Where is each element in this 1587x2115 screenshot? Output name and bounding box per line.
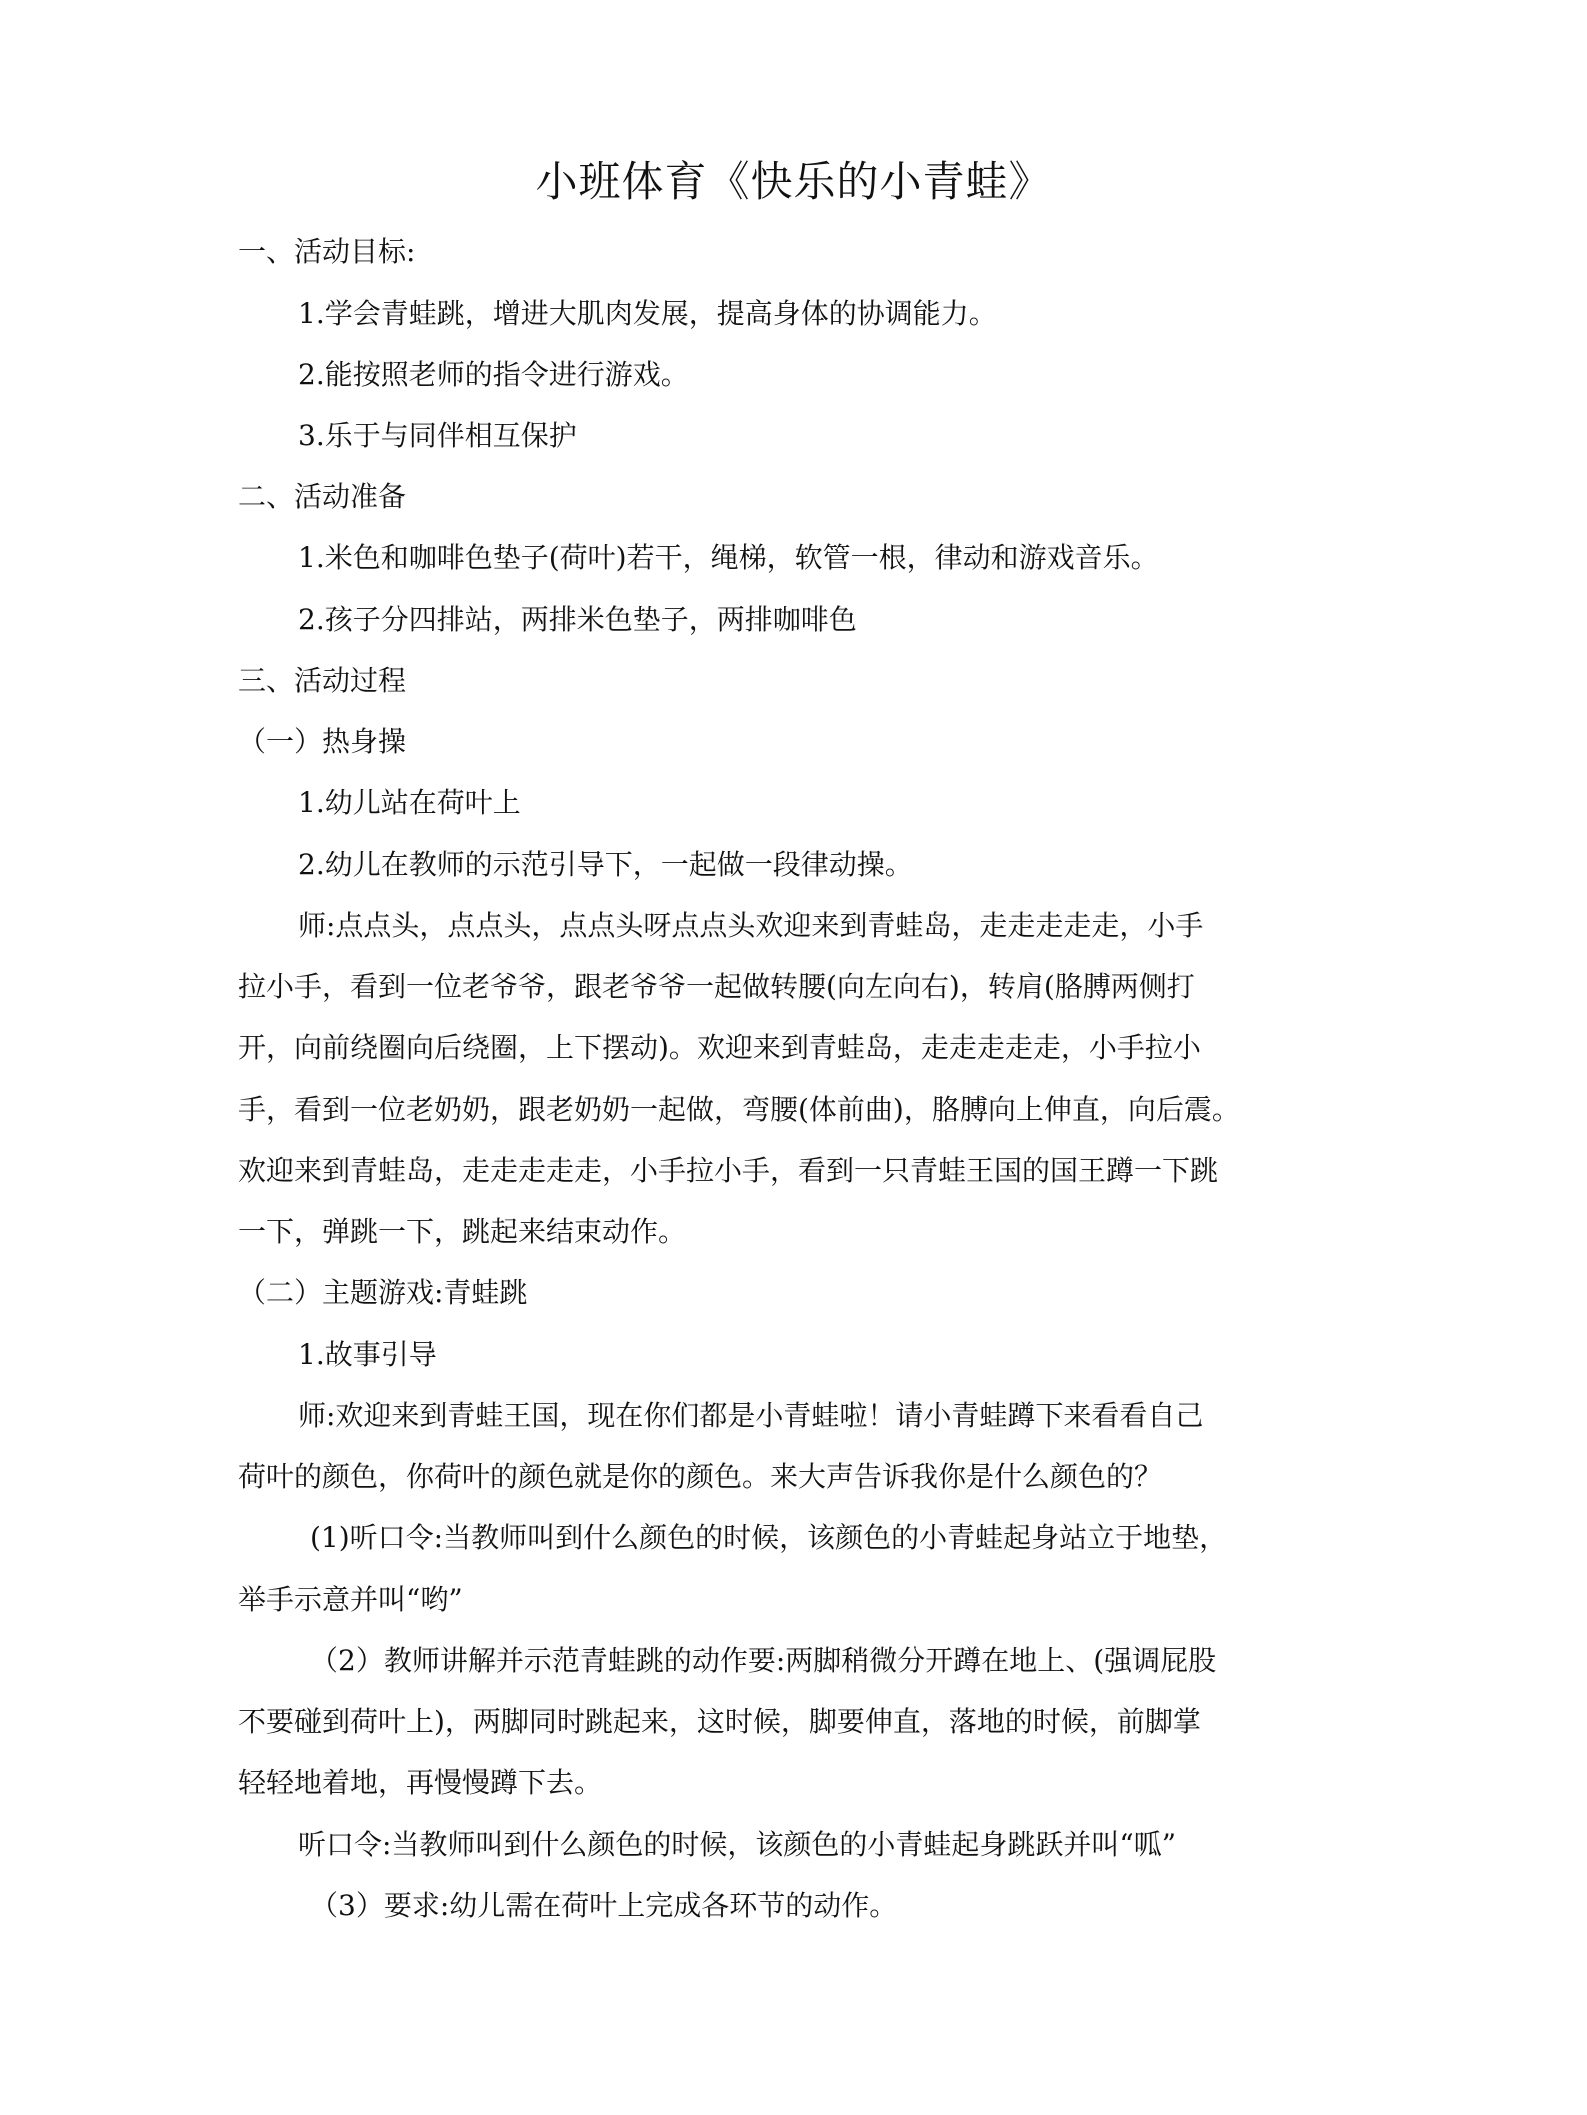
objective-item: 2.能按照老师的指令进行游戏。 bbox=[298, 358, 689, 391]
objective-item: 3.乐于与同伴相互保护 bbox=[298, 419, 577, 452]
paragraph-line: 举手示意并叫“哟” bbox=[238, 1583, 463, 1616]
preparation-item: 2.孩子分四排站，两排米色垫子，两排咖啡色 bbox=[298, 603, 857, 636]
paragraph-line: 师:点点头，点点头，点点头呀点点头欢迎来到青蛙岛，走走走走走，小手 bbox=[298, 909, 1204, 942]
subsection-heading-theme-game: （二）主题游戏:青蛙跳 bbox=[238, 1276, 528, 1309]
section-heading-preparation: 二、活动准备 bbox=[238, 480, 407, 513]
warmup-step: 2.幼儿在教师的示范引导下，一起做一段律动操。 bbox=[298, 848, 913, 881]
paragraph-line: 师:欢迎来到青蛙王国，现在你们都是小青蛙啦！请小青蛙蹲下来看看自己 bbox=[298, 1399, 1204, 1432]
section-heading-objectives: 一、活动目标: bbox=[238, 235, 416, 268]
paragraph-line: 不要碰到荷叶上)，两脚同时跳起来，这时候，脚要伸直，落地的时候，前脚掌 bbox=[238, 1705, 1201, 1738]
preparation-item: 1.米色和咖啡色垫子(荷叶)若干，绳梯，软管一根，律动和游戏音乐。 bbox=[298, 541, 1159, 574]
paragraph-line: 听口令:当教师叫到什么颜色的时候，该颜色的小青蛙起身跳跃并叫“呱” bbox=[298, 1828, 1177, 1861]
theme-game-step: 1.故事引导 bbox=[298, 1338, 437, 1371]
paragraph-line: （3）要求:幼儿需在荷叶上完成各环节的动作。 bbox=[310, 1889, 898, 1922]
objective-item: 1.学会青蛙跳，增进大肌肉发展，提高身体的协调能力。 bbox=[298, 297, 997, 330]
document-title: 小班体育《快乐的小青蛙》 bbox=[535, 157, 1052, 206]
paragraph-line: （2）教师讲解并示范青蛙跳的动作要:两脚稍微分开蹲在地上、(强调屁股 bbox=[310, 1644, 1217, 1677]
paragraph-line: 荷叶的颜色，你荷叶的颜色就是你的颜色。来大声告诉我你是什么颜色的？ bbox=[238, 1460, 1163, 1493]
paragraph-line: 开，向前绕圈向后绕圈，上下摆动)。欢迎来到青蛙岛，走走走走走，小手拉小 bbox=[238, 1031, 1201, 1064]
subsection-heading-warmup: （一）热身操 bbox=[238, 725, 407, 758]
paragraph-line: 欢迎来到青蛙岛，走走走走走，小手拉小手，看到一只青蛙王国的国王蹲一下跳 bbox=[238, 1154, 1219, 1187]
section-heading-process: 三、活动过程 bbox=[238, 664, 407, 697]
paragraph-line: 拉小手，看到一位老爷爷，跟老爷爷一起做转腰(向左向右)，转肩(胳膊两侧打 bbox=[238, 970, 1195, 1003]
paragraph-line: 手，看到一位老奶奶，跟老奶奶一起做，弯腰(体前曲)，胳膊向上伸直，向后震。 bbox=[238, 1093, 1240, 1126]
paragraph-line: (1)听口令:当教师叫到什么颜色的时候，该颜色的小青蛙起身站立于地垫， bbox=[310, 1521, 1228, 1554]
paragraph-line: 一下，弹跳一下，跳起来结束动作。 bbox=[238, 1215, 687, 1248]
warmup-step: 1.幼儿站在荷叶上 bbox=[298, 786, 521, 819]
paragraph-line: 轻轻地着地，再慢慢蹲下去。 bbox=[238, 1766, 603, 1799]
